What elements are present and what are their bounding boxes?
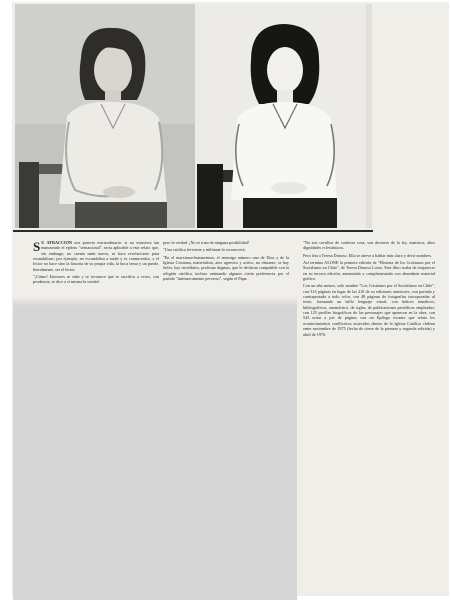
drop-cap: S: [33, 239, 41, 254]
photo-edge: [366, 4, 372, 228]
photo-author-right: [195, 4, 366, 228]
article-column-3: [303, 240, 435, 337]
paragraph: Pero leia a Teresa Donoso. Ella se atreve a hablar más claro y decir nombres.: [303, 252, 432, 258]
article-column-1: [33, 240, 159, 285]
paragraph: Así termina ALONE la primera edición de "Historia de los Cristianos por el Socialismo en Chile", de Teresa Donoso Loero. Este libro acaba de reaparecer en su tercera edición, aumentada y complementada con abundante material gráfico.: [303, 260, 435, 282]
lead-in: U ATRACCION: [41, 240, 72, 245]
paragraph-text: nos parecía extraordinario: si no estuviera tan manoseado el epíteto "sensacional", sería aplicable a este relato que, sin embargo, no cuenta nada nuevo, ni hace revelaciones para escandalizar; por ejemplo, no escandaliza a nadie y es conmovedor, y el lector no hace sino la historia de su propia vida, la boca tensa y un puede, literalmente, ser el lector.: [33, 240, 160, 272]
paragraph: "¡Cómo! Entonces se sabe y se reconoce que se sacrifica a veces, con prudencia, se dice a sí misma la verdad.: [33, 274, 159, 285]
article-column-2: [163, 240, 289, 281]
paragraph: Con un año menos, solo nombre "Los Cristianos por el Socialismo en Chile", con 314 páginas en lugar de las 210 de su ediciones anteriores, con portada y contraportada a todo color, con 48 páginas de fotografías incorporadas al texto, formando un bello lenguaje visual, con índices temáticos, bibliográficos, onomástico, de siglas, de publicaciones periódicas empleadas; con 125 perfiles biográficos de los personajes que aparecen en la obra; con 543 notas a pie de página; con un Epílogo tocante que relata los acontecimientos conflictivos acaecidos dentro de la Iglesia Católica chilena entre noviembre de 1975 (fecha de cierre de la primera y segunda edición) y abril de 1976.: [303, 283, 435, 337]
paragraph: [33, 240, 159, 272]
photo-author-left: [15, 4, 195, 228]
portrait-photo-right: [195, 4, 366, 228]
scan-fade: [13, 296, 297, 306]
blank-scan-area: [13, 306, 297, 600]
paragraph: "Una católica ferviente y militante lo reconocerá.: [163, 247, 246, 253]
paragraph: pero la verdad. ¡No se trata de ninguna posibilidad!: [163, 240, 250, 245]
paragraph: "No son corrillos de confesar cosa, son doctores de la ley, maestros, altos dignidades eclesiásticos.: [303, 240, 435, 251]
paragraph: "En el marxismo-humanismo, el enemigo número uno de Dios y de la Iglesia Cristiana, materialista, ateo agresivo y activo, no obstante, se hay fieles, hay incrédulos, profesan dogmas, que le declaran compatible con la religión católica, incluso animando algunos cierta preferencia por el partido "intrínsecamente perverso", según el Papa.: [163, 254, 289, 282]
portrait-photo-left: [15, 4, 195, 228]
